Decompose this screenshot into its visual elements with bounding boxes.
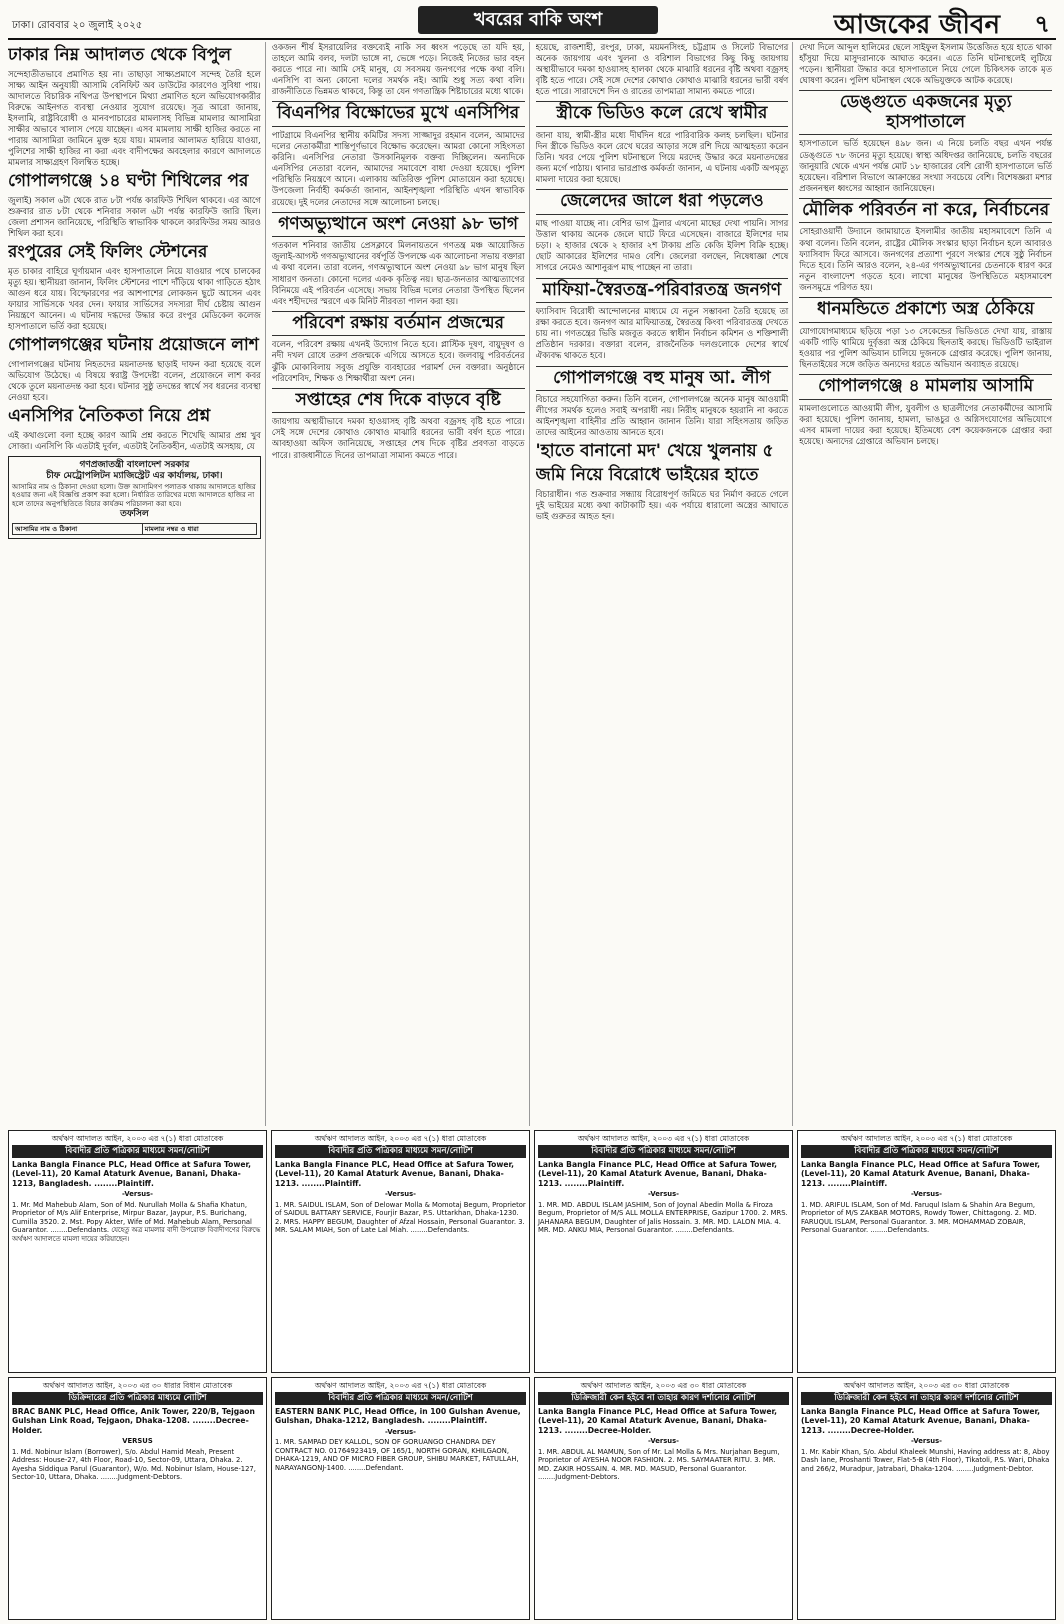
dateline: ঢাকা। রোববার ২০ জুলাই ২০২৫ (12, 20, 143, 31)
ad-plaintiff: BRAC BANK PLC, Head Office, Anik Tower, 220/B, Tejgaon Gulshan Link Road, Tejgaon, Dhaka-1208. ........Decree-Holder. (12, 1407, 255, 1435)
article-body: হাসপাতালে ভর্তি হয়েছেন ৪৯৮ জন। এ নিয়ে চলতি বছর এখন পর্যন্ত ডেঙ্গুতে ৭৮ জনের মৃত্যু হয়েছে। স্বাস্থ্য অধিদপ্তর জানিয়েছে, চলতি বছরের জানুয়ারি থেকে এখন পর্যন্ত মোট ১৮ হাজারের বেশি রোগী হাসপাতালে ভর্তি হয়েছেন। বরিশাল বিভাগে আক্রান্তের সংখ্যা সবচেয়ে বেশি। বিশেষজ্ঞরা মশার প্রজননস্থল ধ্বংসের আহ্বান জানিয়েছেন। (799, 138, 1052, 193)
notice-table-heading: তফসিল (120, 508, 149, 519)
ad-title: ডিক্রিদারের প্রতি পত্রিকার মাধ্যমে নোটিশ (12, 1392, 263, 1405)
ad-act: অর্থঋণ আদালত আইন, ২০০৩ এর ৭(১) ধারা মোতাবেক (314, 1381, 487, 1390)
ad-act: অর্থঋণ আদালত আইন, ২০০৩ এর ৭(১) ধারা মোতাবেক (314, 1134, 487, 1143)
newspaper-logo: আজকের জীবন (833, 10, 1000, 40)
article-body: জায়গায় অস্থায়ীভাবে দমকা হাওয়াসহ বৃষ্টি অথবা বজ্রসহ বৃষ্টি হতে পারে। সেই সঙ্গে দেশের কোথাও কোথাও মাঝারি ধরনের ভারী বর্ষণ হতে পারে। আবহাওয়া অফিস জানিয়েছে, সপ্তাহের শেষ দিকে বৃষ্টির প্রবণতা বাড়তে পারে। রাজধানীতে দিনের তাপমাত্রা সামান্য কমতে পারে। (271, 416, 525, 460)
article-body: সন্দেহাতীতভাবে প্রমাণিত হয় না। তাছাড়া সাক্ষ্যপ্রমাণে সন্দেহ তৈরি হলে সাক্ষ্য আইন অনুযায়ী আসামি বেনিফিট অব ডাউটের কারণেও সুবিধা পায়। আদালতে বিচারিক নথিপত্র উপস্থাপনে মিথ্যা প্রমাণিত হলে অভিযোগকারীর বিরুদ্ধে আইনগত ব্যবস্থা নেওয়ার সুযোগ রয়েছে। সূত্র আরো জানায়, ইসলামি, রাষ্ট্রবিরোধী ও মানবপাচারের মামলাসহ বিভিন্ন মামলার আসামিরা সাক্ষীর অভাবে খালাস পেয়ে যাচ্ছেন। এসব মামলায় সাক্ষী হাজির করতে না পারায় আসামিরা জামিনে মুক্ত হয়ে যায়। মামলার আলামত হারিয়ে যাওয়া, পুলিশের সাক্ষী হাজির না করা এবং বাদীপক্ষের অবহেলার কারণে আদালতে মামলার সাক্ষ্যগ্রহণ বিলম্বিত হচ্ছে। (8, 68, 261, 168)
notice-body: আসামির নাম ও ঠিকানা দেওয়া হলো। উক্ত আসামিগণ পলাতক থাকায় আদালতে হাজির হওয়ার জন্য এই বিজ্ঞপ্তি প্রকাশ করা হলো। নির্ধারিত তারিখের মধ্যে আদালতে হাজির না হলে তাদের অনুপস্থিতিতে বিচার কার্যক্রম পরিচালনা করা হবে। (12, 482, 256, 509)
section-banner: খবরের বাকি অংশ (418, 6, 658, 34)
article-headline: এনসিপির নৈতিকতা নিয়ে প্রশ্ন (8, 406, 211, 427)
ad-versus: -Versus- (911, 1437, 942, 1446)
ad-plaintiff: Lanka Bangla Finance PLC, Head Office at Safura Tower, (Level-11), 20 Kamal Ataturk Avenue, Banani, Dhaka-1213. ........Decree-Holder. (538, 1407, 778, 1435)
ad-act: অর্থঋণ আদালত আইন, ২০০৩ এর ৭(১) ধারা মোতাবেক (840, 1134, 1013, 1143)
notice-gov: গণপ্রজাতন্ত্রী বাংলাদেশ সরকার (79, 460, 190, 471)
legal-notice-ad (8, 1377, 267, 1620)
ad-text: 1. MD. ARIFUL ISLAM, Son of Md. Faruqul Islam & Shahin Ara Begum, Proprietor of M/S ZAKBAR MOTORS, Rowdy Tower, Chittagong. 2. MD. FARUQUL ISLAM, Personal Guarantor. 3. MR. MOHAMMAD ZOBAIR, Personal Guarantor. ........Defendants. (801, 1200, 1037, 1235)
article-headline: গোপালগঞ্জের ঘটনায় প্রয়োজনে লাশ (8, 335, 259, 356)
ad-plaintiff: EASTERN BANK PLC, Head Office, in 100 Gulshan Avenue, Gulshan, Dhaka-1212, Bangladesh. ........Plaintiff. (275, 1407, 521, 1426)
ad-text: 1. MR. MD. ABDUL ISLAM JASHIM, Son of Joynal Abedin Molla & Firoza Begum, Proprietor of M/S ALL MOLLA ENTERPRISE, Gazipur 1700. 2. MRS. JAHANARA BEGUM, Daughter of Jalis Hossain. 3. MR. MD. LALON MIA. 4. MR. MD. ANKU MIA, Personal Guarantor. ........Defendants. (538, 1200, 788, 1235)
article-headline: বিএনপির বিক্ষোভের মুখে এনসিপির (272, 101, 525, 127)
ad-plaintiff: Lanka Bangla Finance PLC, Head Office at Safura Tower, (Level-11), 20 Kamal Ataturk Avenue, Banani, Dhaka-1213. ........Decree-Holder. (801, 1407, 1041, 1435)
article-body: গতকাল শনিবার জাতীয় প্রেসক্লাবে মিলনায়তনে গণতন্ত্র মঞ্চ আয়োজিত জুলাই-আগস্ট গণঅভ্যুত্থানের বর্ষপূর্তি উপলক্ষে এক আলোচনা সভায় বক্তারা এ কথা বলেন। তারা বলেন, গণঅভ্যুত্থানে অংশ নেওয়া ৯৮ ভাগ মানুষ ছিল সাধারণ জনতা। কোনো দলের একক কৃতিত্ব নয়। ছাত্র-জনতার আত্মত্যাগের বিনিময়ে এই পরিবর্তন এসেছে। সভায় বিভিন্ন দলের নেতারা উপস্থিত ছিলেন এবং শহীদদের স্মরণে এক মিনিট নীরবতা পালন করা হয়। (271, 240, 525, 306)
article-body: পাটগ্রামে বিএনপির স্থানীয় কমিটির সদস্য সাজ্জাদুর রহমান বলেন, আমাদের দলের নেতাকর্মীরা শান্তিপূর্ণভাবে বিক্ষোভ করেছেন। আমরা কোনো সহিংসতা করিনি। এনসিপির নেতারা উসকানিমূলক বক্তব্য দিচ্ছিলেন। অন্যদিকে এনসিপির নেতারা বলেন, আমাদের সমাবেশে বাধা দেওয়া হয়েছে। পুলিশ পরিস্থিতি নিয়ন্ত্রণে আনে। এলাকায় অতিরিক্ত পুলিশ মোতায়েন করা হয়েছে। উপজেলা নির্বাহী কর্মকর্তা জানান, আইনশৃঙ্খলা পরিস্থিতি এখন স্বাভাবিক রয়েছে। দুই দলের নেতাদের সঙ্গে আলোচনা চলছে। (271, 130, 525, 207)
article-body: সোহরাওয়ার্দী উদ্যানে জামায়াতে ইসলামীর জাতীয় মহাসমাবেশে তিনি এ কথা বলেন। তিনি বলেন, রাষ্ট্রের মৌলিক সংস্কার ছাড়া নির্বাচন হলে আবারও ফ্যাসিবাদ ফিরে আসবে। জনগণের প্রত্যাশা পূরণে সংস্কার শেষে সুষ্ঠু নির্বাচন দিতে হবে। তিনি আরও বলেন, ২৪-এর গণঅভ্যুত্থানের চেতনাকে ধারণ করে নতুন বাংলাদেশ গড়তে হবে। লাখো মানুষের উপস্থিতিতে মহাসমাবেশ জনসমুদ্রে পরিণত হয়। (799, 226, 1052, 292)
article-body: বলেন, পরিবেশ রক্ষায় এখনই উদ্যোগ নিতে হবে। প্লাস্টিক দূষণ, বায়ুদূষণ ও নদী দখল রোধে তরুণ প্রজন্মকে এগিয়ে আসতে হবে। জলবায়ু পরিবর্তনের ঝুঁকি মোকাবিলায় সবুজ প্রযুক্তি ব্যবহারের পরামর্শ দেন বক্তারা। অনুষ্ঠানে পরিবেশবিদ, শিক্ষক ও শিক্ষার্থীরা অংশ নেন। (271, 339, 525, 383)
article-body: গোপালগঞ্জের ঘটনায় নিহতদের ময়নাতদন্ত ছাড়াই দাফন করা হয়েছে বলে অভিযোগ উঠেছে। এ বিষয়ে স্বরাষ্ট্র উপদেষ্টা বলেন, প্রয়োজনে লাশ কবর থেকে তুলে ময়নাতদন্ত করা হবে। ঘটনার সুষ্ঠু তদন্তের স্বার্থে সব ধরনের ব্যবস্থা নেওয়া হবে। (8, 358, 261, 403)
ad-title: বিবাদীর প্রতি পত্রিকার মাধ্যমে সমন/নোটিশ (275, 1145, 526, 1158)
page-number: ৭ (1034, 10, 1050, 38)
article-body: ফ্যাসিবাদ বিরোধী আন্দোলনের মাধ্যমে যে নতুন সম্ভাবনা তৈরি হয়েছে তা রক্ষা করতে হবে। জনগণ আর মাফিয়াতন্ত্র, স্বৈরতন্ত্র কিংবা পরিবারতন্ত্র দেখতে চায় না। গণতন্ত্রের ভিত্তি মজবুত করতে স্বাধীন নির্বাচন কমিশন ও শক্তিশালী প্রতিষ্ঠান দরকার। বক্তারা বলেন, রাজনৈতিক দলগুলোকে দেশের স্বার্থে ঐক্যবদ্ধ থাকতে হবে। (535, 306, 789, 361)
column-4 (799, 42, 1056, 1126)
article-headline: ঢাকার নিম্ন আদালত থেকে বিপুল (8, 45, 232, 65)
ad-title: বিবাদীর প্রতি পত্রিকার মাধ্যমে সমন/নোটিশ (275, 1392, 526, 1405)
masthead (8, 4, 1056, 40)
column-2 (272, 42, 530, 1126)
ad-versus: -Versus- (911, 1190, 942, 1199)
ad-title: বিবাদীর প্রতি পত্রিকার মাধ্যমে সমন/নোটিশ (801, 1145, 1052, 1158)
ad-versus: -Versus- (385, 1427, 416, 1436)
ad-text: 1. Mr. Kabir Khan, S/o. Abdul Khaleek Munshi, Having address at: 8, Aboy Dash lane, Proshanti Tower, Flat-5-B (4th Floor), Tikatoli, P.S. Wari, Dhaka and 266/2, Muradpur, Jatrabari, Dhaka-1204. ........Judgment-Debtor. (801, 1447, 1050, 1473)
article-headline: গোপালগঞ্জে বহু মানুষ আ. লীগ (536, 366, 789, 392)
legal-notice-ad (797, 1377, 1056, 1620)
legal-notice-ad (534, 1130, 793, 1373)
ad-title: ডিক্রিজারী কেন হইবে না তাহার কারণ দর্শানোর নোটিশ (538, 1392, 789, 1405)
article-headline: মাফিয়া-স্বৈরতন্ত্র-পরিবারতন্ত্র জনগণ (536, 278, 789, 304)
ad-plaintiff: Lanka Bangla Finance PLC, Head Office at Safura Tower, (Level-11), 20 Kamal Ataturk Avenue, Banani, Dhaka-1213. ........Plaintiff. (538, 1160, 778, 1188)
ad-title: ডিক্রিজারী কেন হইবে না তাহার কারণ দর্শানোর নোটিশ (801, 1392, 1052, 1405)
ad-versus: VERSUS (122, 1437, 153, 1446)
ad-plaintiff: Lanka Bangla Finance PLC, Head Office at Safura Tower, (Level-11), 20 Kamal Ataturk Avenue, Banani, Dhaka-1213. ........Plaintiff. (801, 1160, 1041, 1188)
article-body: যোগাযোগমাধ্যমে ছড়িয়ে পড়া ১৩ সেকেন্ডের ভিডিওতে দেখা যায়, রাস্তায় একটি গাড়ি থামিয়ে দুর্বৃত্তরা অস্ত্র ঠেকিয়ে ছিনতাই করছে। ভিডিওটি ভাইরাল হওয়ার পর পুলিশ অভিযান চালিয়ে দুজনকে গ্রেপ্তার করেছে। পুলিশ জানায়, ছিনতাইয়ের সঙ্গে জড়িত অন্যদের ধরতে অভিযান অব্যাহত রয়েছে। (799, 325, 1052, 369)
ad-versus: -Versus- (385, 1190, 416, 1199)
ad-act: অর্থঋণ আদালত আইন, ২০০৩ এর ৩০ ধারার বিধান মোতাবেক (42, 1381, 233, 1390)
legal-notice-ad (8, 1130, 267, 1373)
legal-notice-ad (271, 1377, 530, 1620)
article-headline: জমি নিয়ে বিরোধে ভাইয়ের হাতে (535, 464, 759, 485)
ad-act: অর্থঋণ আদালত আইন, ২০০৩ এর ৭(১) ধারা মোতাবেক (577, 1134, 750, 1143)
legal-notice-ad (797, 1130, 1056, 1373)
article-body: এই কথাগুলো বলা হচ্ছে কারণ আমি প্রশ্ন করতে শিখেছি আমার প্রশ্ন খুব সোজা। এনসিপি কি এতটাই দুর্বল, এতটাই নৈতিকহীন, এতটাই অসহায়, যে (8, 429, 261, 451)
ad-plaintiff: Lanka Bangla Finance PLC, Head Office at Safura Tower, (Level-11), 20 Kamal Ataturk Avenue, Banani, Dhaka-1213, Bangladesh. ........Plaintiff. (12, 1160, 252, 1188)
ad-versus: -Versus- (648, 1437, 679, 1446)
column-1 (8, 42, 266, 1126)
article-body: ওকজন শীর্ষ ইসরায়েলির বক্তব্যেই নাকি সব ধ্বংস পড়েছে তা যদি হয়, তাহলে আমি বলব, দলটা ভাঙ্গে না, ভেঙ্গে পড়ে। নিজেই নিজের ভার বহন করতে পারে না। আমি সেই মানুষ, যে সবসময় জনগণের পক্ষে কথা বলি। এনসিপি বা অন্য কোনো দলের সমর্থক নই। আমি শুধু সত্য কথা বলি। রাজনীতিতে ভিন্নমত থাকবে, কিন্তু তা যেন গণতান্ত্রিক শিষ্টাচারের মধ্যে থাকে। (271, 42, 525, 97)
notice-table (12, 523, 257, 535)
article-body: দেখা দিলে আব্দুল হালিমের ছেলে সাইফুল ইসলাম উত্তেজিত হয়ে হাতে থাকা হাঁসুয়া দিয়ে মাসুদরানাকে আঘাত করেন। এতে তিনি ঘটনাস্থলেই লুটিয়ে পড়েন। স্থানীয়রা উদ্ধার করে হাসপাতালে নিয়ে গেলে চিকিৎসক তাকে মৃত ঘোষণা করেন। পুলিশ ঘটনাস্থল থেকে অভিযুক্তকে আটক করেছে। (799, 42, 1052, 86)
news-columns (8, 42, 1056, 1126)
article-body: হয়েছে, রাজশাহী, রংপুর, ঢাকা, ময়মনসিংহ, চট্টগ্রাম ও সিলেট বিভাগের অনেক জায়গায় এবং খুলনা ও বরিশাল বিভাগের কিছু কিছু জায়গায় অস্থায়ীভাবে দমকা হাওয়াসহ হালকা থেকে মাঝারি ধরনের বৃষ্টি অথবা বজ্রসহ বৃষ্টি হতে পারে। সেই সঙ্গে দেশের কোথাও কোথাও মাঝারি ধরনের ভারী বর্ষণ হতে পারে। সারাদেশে দিন ও রাতের তাপমাত্রা সামান্য কমতে পারে। (535, 42, 789, 97)
article-headline: গণঅভ্যুত্থানে অংশ নেওয়া ৯৮ ভাগ (272, 212, 525, 238)
article-headline: ডেঙ্গুতে একজনের মৃত্যু হাসপাতালে (799, 90, 1052, 135)
article-headline: পরিবেশ রক্ষায় বর্তমান প্রজন্মের (272, 311, 525, 337)
article-headline: সপ্তাহের শেষ দিকে বাড়বে বৃষ্টি (272, 388, 525, 414)
ad-versus: -Versus- (648, 1190, 679, 1199)
legal-notice-ad (534, 1377, 793, 1620)
article-body: মৃত চাকার বাহিরে ঘূর্ণায়মান এবং হাসপাতালে নিয়ে যাওয়ার পথে চালকের মৃত্যু হয়। স্থানীয়রা জানান, ফিলিং স্টেশনের পাশে দাঁড়িয়ে থাকা গাড়িতে হঠাৎ আগুন ধরে যায়। বিস্ফোরণের পর আশপাশের লোকজন ছুটে আসেন এবং ফায়ার সার্ভিসকে খবর দেন। ফায়ার সার্ভিসের সদস্যরা দীর্ঘ চেষ্টায় আগুন নিয়ন্ত্রণে আনেন। এ ঘটনায় দগ্ধদের উদ্ধার করে রংপুর মেডিকেল কলেজ হাসপাতালে ভর্তি করা হয়েছে। (8, 265, 261, 332)
notice-col-b: মামলার নম্বর ও ধারা (142, 524, 256, 535)
ad-act: অর্থঋণ আদালত আইন, ২০০৩ এর ৭(১) ধারা মোতাবেক (51, 1134, 224, 1143)
article-headline: ধানমন্ডিতে প্রকাশ্যে অস্ত্র ঠেকিয়ে (799, 297, 1052, 323)
article-headline: গোপালগঞ্জে ৪ মামলায় আসামি (799, 374, 1052, 400)
article-body: মামলাগুলোতে আওয়ামী লীগ, যুবলীগ ও ছাত্রলীগের নেতাকর্মীদের আসামি করা হয়েছে। পুলিশ জানায়, হামলা, ভাঙচুর ও অগ্নিসংযোগের অভিযোগে এসব মামলা দায়ের করা হয়েছে। ইতিমধ্যে বেশ কয়েকজনকে গ্রেপ্তার করা হয়েছে। অন্যদের গ্রেপ্তারে অভিযান চলছে। (799, 402, 1052, 446)
ad-plaintiff: Lanka Bangla Finance PLC, Head Office at Safura Tower, (Level-11), 20 Kamal Ataturk Avenue, Banani, Dhaka-1213. ........Plaintiff. (275, 1160, 515, 1188)
legal-notices (8, 1130, 1056, 1620)
ad-versus: -Versus- (122, 1190, 153, 1199)
article-headline: স্ত্রীকে ভিডিও কলে রেখে স্বামীর (536, 101, 789, 127)
article-body: জুলাই) সকাল ৬টা থেকে রাত ৮টা পর্যন্ত কারফিউ শিথিল থাকবে। এর আগে শুক্রবার রাত ৮টা থেকে শনিবার সকাল ৬টা পর্যন্ত কারফিউ জারি ছিল। জেলা প্রশাসন জানিয়েছে, পরিস্থিতি স্বাভাবিক থাকলে কারফিউর সময় আরও শিথিল করা হবে। (8, 194, 261, 239)
article-headline: রংপুরের সেই ফিলিং স্টেশনের (8, 242, 208, 263)
ad-text: 1. Md. Nobinur Islam (Borrower), S/o. Abdul Hamid Meah, Present Address: House-27, 4th Floor, Road-10, Sector-09, Uttara, Dhaka. 2. Ayesha Siddiqua Parul (Guarantor), W/o. Md. Nobinur Islam, House-127, Sector-10, Uttara, Dhaka. ........Judgment-Debtors. (12, 1447, 256, 1482)
ad-text: 1. MR. ABDUL AL MAMUN, Son of Mr. Lal Molla & Mrs. Nurjahan Begum, Proprietor of AYESHA NOOR FASHION. 2. MS. SAYMAATER RITU. 3. MR. MD. ZAKIR HOSSAIN. 4. MR. MD. MASUD, Personal Guarantor. ........Judgment-Debtors. (538, 1447, 780, 1482)
ad-act: অর্থঋণ আদালত আইন, ২০০৩ এর ৩০ ধারা মোতাবেক (843, 1381, 1010, 1390)
article-body: জানা যায়, স্বামী-স্ত্রীর মধ্যে দীর্ঘদিন ধরে পারিবারিক কলহ চলছিল। ঘটনার দিন স্ত্রীকে ভিডিও কলে রেখে ঘরের আড়ার সঙ্গে রশি দিয়ে আত্মহত্যা করেন তিনি। খবর পেয়ে পুলিশ ঘটনাস্থলে গিয়ে মরদেহ উদ্ধার করে ময়নাতদন্তের জন্য মর্গে পাঠায়। থানার ভারপ্রাপ্ত কর্মকর্তা জানান, এ ঘটনায় একটি অপমৃত্যু মামলা দায়ের করা হয়েছে। (535, 130, 789, 185)
ad-text: 1. MR. SAIDUL ISLAM, Son of Delowar Molla & Momotaj Begum, Proprietor of SAIDUL BATTARY SERVICE, Fourjir Bazar, P.S. Uttarkhan, Dhaka-1230. 2. MRS. HAPPY BEGUM, Daughter of Afzal Hossain, Personal Guarantor. 3. MR. SALAM MIAH, Son of Late Lal Miah. ........Defendants. (275, 1200, 526, 1235)
article-headline: মৌলিক পরিবর্তন না করে, নির্বাচনের (799, 198, 1052, 224)
article-body: বিচারাধীন। গত শুক্রবার সন্ধ্যায় বিরোধপূর্ণ জমিতে ঘর নির্মাণ করতে গেলে দুই ভাইয়ের মধ্যে কথা কাটাকাটি হয়। এক পর্যায়ে ধারালো অস্ত্রের আঘাতে ভাই গুরুতর আহত হন। (535, 488, 789, 521)
legal-notice-ad (271, 1130, 530, 1373)
notice-office: চীফ মেট্রোপলিটন ম্যাজিস্ট্রেট এর কার্যালয়, ঢাকা। (46, 471, 223, 482)
ad-title: বিবাদীর প্রতি পত্রিকার মাধ্যমে সমন/নোটিশ (538, 1145, 789, 1158)
article-body: মাছ পাওয়া যাচ্ছে না। বেশির ভাগ ট্রলার এখনো মাছের দেখা পায়নি। সাগর উত্তাল থাকায় অনেক জেলে ঘাটে ফিরে এসেছেন। বাজারে ইলিশের দাম চড়া। ২ হাজার থেকে ২ হাজার ২শ টাকায় প্রতি কেজি ইলিশ বিক্রি হচ্ছে। ছোট আকারের ইলিশের দামও বেশি। জেলেরা বলছেন, নিষেধাজ্ঞা শেষে সাগরে নেমেও আশানুরূপ মাছ পাচ্ছেন না তারা। (535, 218, 789, 273)
notice-col-a: আসামির নাম ও ঠিকানা (13, 524, 143, 535)
court-notice (8, 456, 261, 539)
article-body: বিচারে সহযোগিতা করুন। তিনি বলেন, গোপালগঞ্জে অনেক মানুষ আওয়ামী লীগের সমর্থক হলেও সবাই অপরাধী নয়। নিরীহ মানুষকে হয়রানি না করতে আইনশৃঙ্খলা বাহিনীর প্রতি আহ্বান জানান তিনি। যারা সহিংসতায় জড়িত তাদের আইনের আওতায় আনতে হবে। (535, 394, 789, 438)
article-headline: 'হাতে বানানো মদ' খেয়ে খুলনায় ৫ (535, 441, 774, 462)
ad-text: 1. MR. SAMPAD DEY KALLOL, SON OF GORUANGO CHANDRA DEY CONTRACT NO. 01764923419, OF 165/1, NORTH GORAN, KHILGAON, DHAKA-1219, AND OF MICRO FIBER GROUP, SHIBU MARKET, FATULLAH, NARAYANGONJ-1400. ........Defendant. (275, 1438, 519, 1472)
ad-title: বিবাদীর প্রতি পত্রিকার মাধ্যমে সমন/নোটিশ (12, 1145, 263, 1158)
article-headline: গোপালগঞ্জে ১৪ ঘণ্টা শিথিলের পর (8, 171, 249, 192)
column-3 (536, 42, 794, 1126)
article-headline: জেলেদের জালে ধরা পড়লেও (536, 189, 789, 215)
ad-text: 1. Mr. Md Mahebub Alam, Son of Md. Nurullah Molla & Shafia Khatun, Proprietor of M/s Alif Enterprise, Mirpur Bazar, Jaypur, P.S. Burichang, Cumilla 3520. 2. Mst. Popy Akter, Wife of Md. Mahebub Alam, Personal Guarantor. ........Defendants. যেহেতু অত্র মামলার বাদী উপরোক্ত বিবাদীগণের বিরুদ্ধে অর্থঋণ আদালতে মামলা দায়ের করিয়াছেন। (12, 1200, 261, 1243)
ad-act: অর্থঋণ আদালত আইন, ২০০৩ এর ৩০ ধারা মোতাবেক (580, 1381, 747, 1390)
